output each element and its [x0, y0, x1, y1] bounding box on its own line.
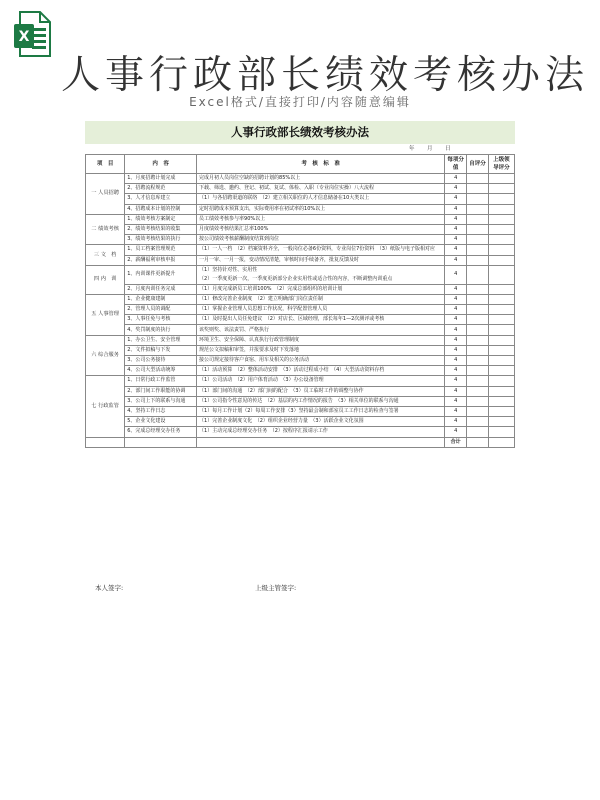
- standard-cell: （1）每月工作计划（2）每周工作安排（3）坚持最会制和部室员工工作日志的检查与签署: [197, 406, 445, 416]
- self-score-cell[interactable]: [467, 174, 489, 184]
- self-score-cell[interactable]: [467, 325, 489, 335]
- superior-score-cell[interactable]: [488, 214, 514, 224]
- score-cell: 4: [445, 235, 467, 245]
- standard-cell: （1）及时提出人员任免建议 （2）对店长、区域经理，部长每年1—2次测评或考核: [197, 315, 445, 325]
- table-row: [86, 184, 515, 194]
- self-score-cell[interactable]: [467, 386, 489, 396]
- content-cell: 1、员工档案管理规范: [125, 245, 197, 255]
- total-empty-cell: [197, 437, 445, 447]
- content-cell: 2、月度内训任务完成: [125, 284, 197, 294]
- self-score-cell[interactable]: [467, 396, 489, 406]
- self-score-cell[interactable]: [467, 335, 489, 345]
- assessment-table: [85, 154, 515, 448]
- group-name: 六 综合服务: [86, 335, 125, 376]
- superior-score-cell[interactable]: [488, 376, 514, 386]
- table-row: [86, 376, 515, 386]
- content-cell: 5、企业文化建设: [125, 417, 197, 427]
- content-cell: 4、坚持工作日志: [125, 406, 197, 416]
- standard-cell: 月度绩效考核结果汇总率100%: [197, 224, 445, 234]
- content-cell: 1、企业健康建制: [125, 294, 197, 304]
- content-cell: 2、管理人员的调配: [125, 305, 197, 315]
- score-cell: 4: [445, 335, 467, 345]
- content-cell: 3、公司上下的联系与沟通: [125, 396, 197, 406]
- standard-cell: 规范公文拟稿和审签，并报要求及时下发落地: [197, 345, 445, 355]
- score-cell: 4: [445, 174, 467, 184]
- table-body: [86, 174, 515, 448]
- self-score-cell[interactable]: [467, 224, 489, 234]
- superior-score-cell[interactable]: [488, 184, 514, 194]
- table-row: [86, 255, 515, 265]
- superior-score-cell[interactable]: [488, 417, 514, 427]
- score-cell: 4: [445, 356, 467, 366]
- date-line: [85, 144, 515, 154]
- content-cell: 2、文件拟稿与下发: [125, 345, 197, 355]
- standard-cell: （1）月度完成新员工培训100% （2）完成总部组织的培训计划: [197, 284, 445, 294]
- standard-cell: 下载、筛选、邀约、登记、初试、复试、体检、入职（专业岗位实操）八大流程: [197, 184, 445, 194]
- standard-cell: （1）活动预算 （2）整体活动安排 （3）活动过程成小结 （4）大型活动资料存档: [197, 366, 445, 376]
- total-empty-cell[interactable]: [467, 437, 489, 447]
- table-row: [86, 265, 515, 284]
- superior-score-cell[interactable]: [488, 366, 514, 376]
- header-content: 内 容: [125, 155, 197, 174]
- content-cell: 3、人才信息库建立: [125, 194, 197, 204]
- table-row: [86, 325, 515, 335]
- table-row: [86, 174, 515, 184]
- score-cell: 4: [445, 305, 467, 315]
- score-cell: 4: [445, 386, 467, 396]
- score-cell: 4: [445, 376, 467, 386]
- table-row: [86, 284, 515, 294]
- page-subtitle: Excel格式/直接打印/内容随意编辑: [189, 95, 411, 109]
- table-row: [86, 204, 515, 214]
- table-row: [86, 214, 515, 224]
- superior-score-cell[interactable]: [488, 315, 514, 325]
- standard-cell: 环境卫生、安全保障、认真执行行政管理制度: [197, 335, 445, 345]
- content-cell: 2、部门间工作职能的协调: [125, 386, 197, 396]
- date-year: 年: [409, 146, 415, 152]
- score-cell: 4: [445, 214, 467, 224]
- self-score-cell[interactable]: [467, 376, 489, 386]
- content-cell: 3、公司公务接待: [125, 356, 197, 366]
- group-name: 二 绩效考核: [86, 214, 125, 245]
- superior-score-cell[interactable]: [488, 284, 514, 294]
- table-row: [86, 345, 515, 355]
- table-row: [86, 427, 515, 437]
- content-cell: 1、月度招聘计划完成: [125, 174, 197, 184]
- table-row: [86, 294, 515, 304]
- standard-cell: （1）与各招聘渠道的联络 （2）建立相关职位的人才信息储备在10大类以上: [197, 194, 445, 204]
- superior-score-cell[interactable]: [488, 204, 514, 214]
- content-cell: 1、绩效考核方案制定: [125, 214, 197, 224]
- score-cell: 4: [445, 294, 467, 304]
- score-cell: 4: [445, 396, 467, 406]
- header-superior-score: 上级领导评分: [488, 155, 514, 174]
- table-row: [86, 235, 515, 245]
- score-cell: 4: [445, 204, 467, 214]
- self-score-cell[interactable]: [467, 245, 489, 255]
- standard-cell: 按公司绩效考核薪酬制度结算到岗位: [197, 235, 445, 245]
- score-cell: 4: [445, 184, 467, 194]
- superior-score-cell[interactable]: [488, 194, 514, 204]
- standard-cell: （1）主动完成总经理交办任务 （2）按程序汇报请示工作: [197, 427, 445, 437]
- superior-score-cell[interactable]: [488, 305, 514, 315]
- score-cell: 4: [445, 427, 467, 437]
- superior-score-cell[interactable]: [488, 245, 514, 255]
- page-title: 人事行政部长绩效考核办法: [60, 53, 589, 98]
- sheet-title: 人事行政部长绩效考核办法: [85, 121, 515, 144]
- self-score-cell[interactable]: [467, 265, 489, 284]
- self-score-cell[interactable]: [467, 184, 489, 194]
- superior-score-cell[interactable]: [488, 294, 514, 304]
- score-cell: 4: [445, 194, 467, 204]
- header-self-score: 自评分: [467, 155, 489, 174]
- self-score-cell[interactable]: [467, 294, 489, 304]
- superior-score-cell[interactable]: [488, 265, 514, 284]
- total-empty-cell: [86, 437, 125, 447]
- group-name: 三 文 档: [86, 245, 125, 265]
- content-cell: 4、奖罚制度的执行: [125, 325, 197, 335]
- header-score: 每项分值: [445, 155, 467, 174]
- score-cell: 4: [445, 325, 467, 335]
- self-signature-label: 本人签字:: [95, 584, 124, 592]
- self-score-cell[interactable]: [467, 255, 489, 265]
- logo-letter: X: [18, 29, 30, 45]
- table-row: [86, 386, 515, 396]
- content-cell: 4、公司大型活动统筹: [125, 366, 197, 376]
- superior-score-cell[interactable]: [488, 396, 514, 406]
- content-cell: 4、招聘成本计划的控制: [125, 204, 197, 214]
- content-cell: 1、内训课件更新提升: [125, 265, 197, 284]
- content-cell: 6、完成总经理交办任务: [125, 427, 197, 437]
- self-score-cell[interactable]: [467, 427, 489, 437]
- table-row: [86, 245, 515, 255]
- standard-cell: 完成月初人员岗位空缺的招聘计划的85%以上: [197, 174, 445, 184]
- superior-score-cell[interactable]: [488, 356, 514, 366]
- superior-score-cell[interactable]: [488, 255, 514, 265]
- score-cell: 4: [445, 245, 467, 255]
- self-score-cell[interactable]: [467, 345, 489, 355]
- content-cell: 3、人事任免与考核: [125, 315, 197, 325]
- date-day: 日: [445, 146, 451, 152]
- standard-cell: （1）修改完善企业制度 （2）建立明确部门岗位责任制: [197, 294, 445, 304]
- content-cell: 1、办公卫生、安全管理: [125, 335, 197, 345]
- self-score-cell[interactable]: [467, 214, 489, 224]
- table-row: [86, 315, 515, 325]
- content-cell: 3、绩效考核结果的执行: [125, 235, 197, 245]
- standard-cell: （1）完善企业制度文化 （2）组织企业经营力量 （3）活跃企业文化氛围: [197, 417, 445, 427]
- superior-score-cell[interactable]: [488, 335, 514, 345]
- content-cell: 2、招聘流程规范: [125, 184, 197, 194]
- score-cell: 4: [445, 315, 467, 325]
- superior-signature-label: 上级主管签字:: [255, 584, 297, 592]
- superior-score-cell[interactable]: [488, 427, 514, 437]
- header-standard: 考 核 标 准: [197, 155, 445, 174]
- score-cell: 4: [445, 345, 467, 355]
- content-cell: 2、薪酬福利审核申报: [125, 255, 197, 265]
- spreadsheet-preview: [85, 121, 515, 592]
- table-row: [86, 305, 515, 315]
- group-name: 五 人事管理: [86, 294, 125, 335]
- score-cell: 4: [445, 417, 467, 427]
- group-name: 一 人员招聘: [86, 174, 125, 215]
- date-month: 月: [427, 146, 433, 152]
- score-cell: 4: [445, 224, 467, 234]
- table-row: [86, 396, 515, 406]
- standard-cell: （1）公司指令性意见的传达 （2）基层的内工作情况的报告 （3）相关单位的联系与沟通: [197, 396, 445, 406]
- score-cell: 4: [445, 284, 467, 294]
- table-row: [86, 366, 515, 376]
- self-score-cell[interactable]: [467, 204, 489, 214]
- content-cell: 2、绩效考核结果的收集: [125, 224, 197, 234]
- self-score-cell[interactable]: [467, 194, 489, 204]
- group-name: 七 行政监管: [86, 376, 125, 437]
- self-score-cell[interactable]: [467, 305, 489, 315]
- standard-cell: 定时招聘成本预算支出，实际费用率在初试率的10%以上: [197, 204, 445, 214]
- excel-logo-icon: [12, 10, 52, 58]
- standard-cell: （1）部门间的沟通 （2）部门间的配合 （3）员工临时工作的调整与协作: [197, 386, 445, 396]
- header-project: 项 目: [86, 155, 125, 174]
- table-row: [86, 224, 515, 234]
- superior-score-cell[interactable]: [488, 386, 514, 396]
- standard-cell: 接公司规定接待客户食宿、用车及相关的公务活动: [197, 356, 445, 366]
- total-empty-cell[interactable]: [488, 437, 514, 447]
- table-row: [86, 406, 515, 416]
- superior-score-cell[interactable]: [488, 174, 514, 184]
- standard-cell: 该奖则奖、该法责罚、严格执行: [197, 325, 445, 335]
- standard-cell: （1）掌握企业管理人员思想工作状况，科学配置管理人员: [197, 305, 445, 315]
- score-cell: 4: [445, 255, 467, 265]
- superior-score-cell[interactable]: [488, 325, 514, 335]
- score-cell: 4: [445, 406, 467, 416]
- total-empty-cell: [125, 437, 197, 447]
- table-header-row: [86, 155, 515, 174]
- table-row: [86, 335, 515, 345]
- table-row: [86, 356, 515, 366]
- self-score-cell[interactable]: [467, 406, 489, 416]
- self-score-cell[interactable]: [467, 366, 489, 376]
- table-row: [86, 194, 515, 204]
- self-score-cell[interactable]: [467, 235, 489, 245]
- standard-cell: 员工绩效考核参与率90%以上: [197, 214, 445, 224]
- total-label: 合计: [445, 437, 467, 447]
- superior-score-cell[interactable]: [488, 345, 514, 355]
- self-score-cell[interactable]: [467, 315, 489, 325]
- superior-score-cell[interactable]: [488, 406, 514, 416]
- standard-cell: （1）公司活动 （2）用户体育活动 （3）办公设备管理: [197, 376, 445, 386]
- standard-cell: 一月一审、一月一报，变动情况清楚，审核时间手续备齐，批复反馈及时: [197, 255, 445, 265]
- total-row: [86, 437, 515, 447]
- superior-score-cell[interactable]: [488, 224, 514, 234]
- score-cell: 4: [445, 366, 467, 376]
- standard-cell: （1）一人一档 （2）档案资料齐全，一般岗位必备6份资料，专业岗位7份资料 （3）纸版与电子版相对应: [197, 245, 445, 255]
- superior-score-cell[interactable]: [488, 235, 514, 245]
- table-row: [86, 417, 515, 427]
- self-score-cell[interactable]: [467, 356, 489, 366]
- standard-cell: （1）坚持针对性、实用性 （2）一季度更新一次，一季度更新部分企业实用性或适合性的内容，不断调整内训重点: [197, 265, 445, 284]
- self-score-cell[interactable]: [467, 417, 489, 427]
- content-cell: 1、日常行政工作监管: [125, 376, 197, 386]
- group-name: 四 内 训: [86, 265, 125, 294]
- self-score-cell[interactable]: [467, 284, 489, 294]
- score-cell: 4: [445, 265, 467, 284]
